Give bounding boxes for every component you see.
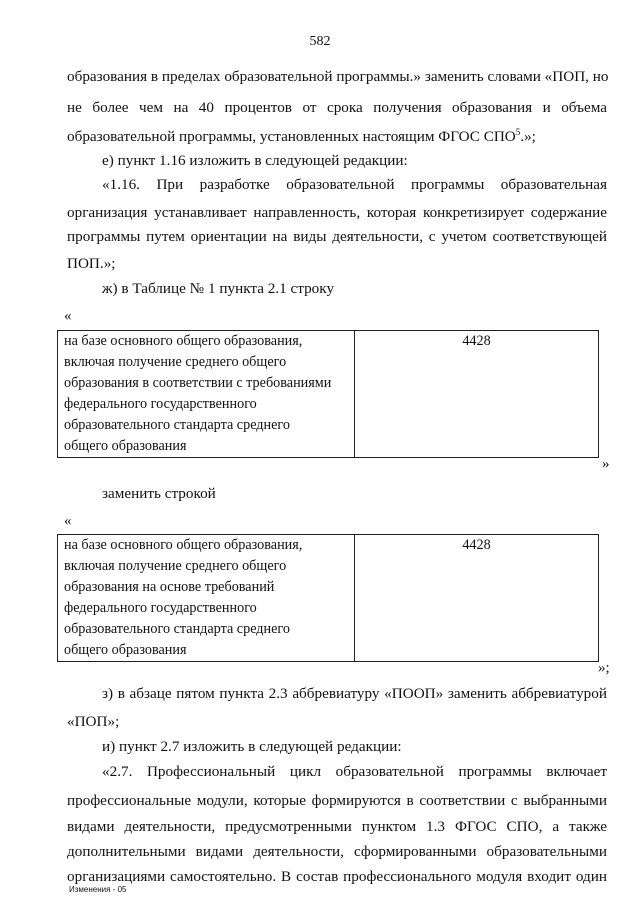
table-cell-value: 4428 xyxy=(355,535,599,662)
paragraph-line: дополнительными видами деятельности, сформированными образовательными xyxy=(67,843,607,860)
paragraph-line: «2.7. Профессиональный цикл образовательной программы включает xyxy=(102,763,607,780)
footer-note: Изменения - 05 xyxy=(69,885,127,894)
table-cell-description: на базе основного общего образования, включая получение среднего общего образования в соответствии с требованиями федерального государственного образовательного стандарта среднего общего образования xyxy=(58,331,355,458)
paragraph-z: з) в абзаце пятом пункта 2.3 аббревиатуру «ПООП» заменить аббревиатурой xyxy=(102,685,607,702)
footnote-ref: 5 xyxy=(515,126,521,137)
paragraph-line: не более чем на 40 процентов от срока получения образования и объема xyxy=(67,99,607,116)
quote-open: « xyxy=(64,513,72,529)
paragraph-e: е) пункт 1.16 изложить в следующей редакции: xyxy=(102,152,408,169)
replace-with-text: заменить строкой xyxy=(102,485,216,502)
paragraph-zh: ж) в Таблице № 1 пункта 2.1 строку xyxy=(102,280,335,297)
page-number: 582 xyxy=(309,34,331,49)
table-new-row xyxy=(57,534,599,662)
paragraph-line: программы путем ориентации на виды деятельности, с учетом соответствующей xyxy=(67,228,607,245)
paragraph-line: образовательной программы, установленных настоящим ФГОС СПО$^5$.»; xyxy=(67,126,536,145)
paragraph-line: профессиональные модули, которые формируются в соответствии с выбранными xyxy=(67,792,607,809)
quote-close-semicolon: »; xyxy=(598,660,610,676)
paragraph-line: видами деятельности, предусмотренными пунктом 1.3 ФГОС СПО, а также xyxy=(67,818,607,835)
table-cell-description: на базе основного общего образования, включая получение среднего общего образования на основе требований федерального государственного образовательного стандарта среднего общего образования xyxy=(58,535,355,662)
quote-close: » xyxy=(602,456,610,472)
paragraph-line: ПОП.»; xyxy=(67,255,116,272)
paragraph-line: образования в пределах образовательной программы.» заменить словами «ПОП, но xyxy=(67,68,609,85)
paragraph-line: организациями самостоятельно. В состав профессионального модуля входит один xyxy=(67,868,607,885)
paragraph-line: «ПОП»; xyxy=(67,713,120,730)
paragraph-line: «1.16. При разработке образовательной программы образовательная xyxy=(102,176,607,193)
quote-open: « xyxy=(64,308,72,324)
table-old-row xyxy=(57,330,599,458)
paragraph-i: и) пункт 2.7 изложить в следующей редакции: xyxy=(102,738,402,755)
paragraph-line: организация устанавливает направленность, которая конкретизирует содержание xyxy=(67,204,607,221)
table-cell-value: 4428 xyxy=(355,331,599,458)
